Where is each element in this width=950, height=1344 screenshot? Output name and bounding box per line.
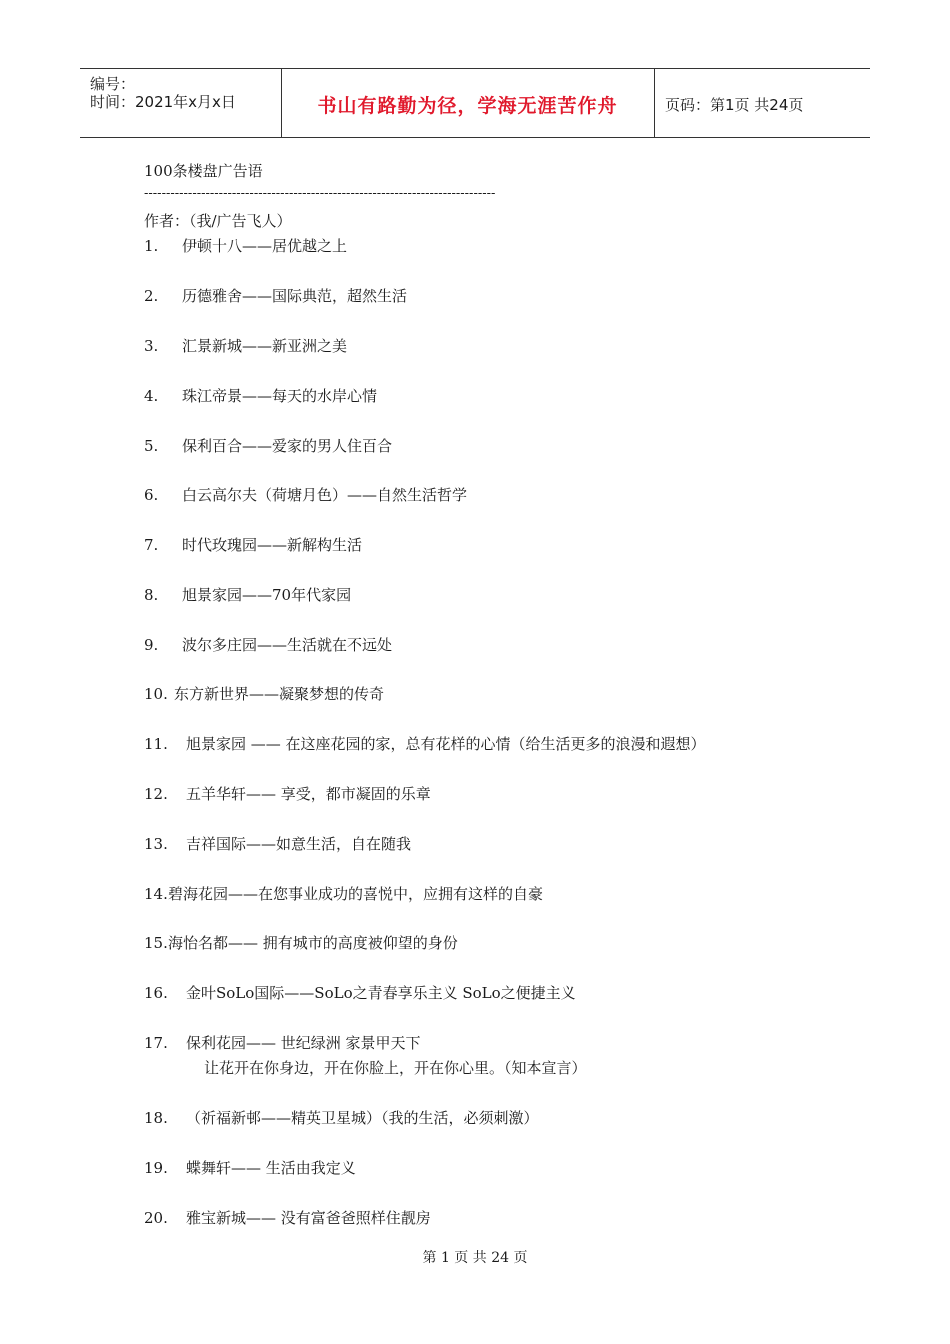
list-item-text: 伊顿十八——居优越之上 (182, 237, 348, 255)
list-item-text: 保利百合——爱家的男人住百合 (182, 437, 393, 455)
list-item-number: 4. (144, 387, 159, 405)
list-item (144, 1157, 356, 1178)
list-item-text: 金叶SoLo国际——SoLo之青春享乐主义 SoLo之便捷主义 (186, 984, 576, 1002)
list-item-number: 2. (144, 287, 159, 305)
list-item-number: 6. (144, 486, 159, 504)
list-item-number: 15. (144, 934, 168, 952)
list-item-number: 19. (144, 1159, 168, 1177)
header-meta-cell (80, 69, 282, 137)
list-item (144, 733, 706, 754)
list-item-text: 历德雅舍——国际典范，超然生活 (182, 287, 408, 305)
list-item-text: 五羊华轩—— 享受，都市凝固的乐章 (186, 785, 431, 803)
list-item-text: 旭景家园 —— 在这座花园的家，总有花样的心情（给生活更多的浪漫和遐想） (186, 735, 706, 753)
list-item-text: 吉祥国际——如意生活，自在随我 (186, 835, 412, 853)
list-item-number: 13. (144, 835, 168, 853)
list-item-text: 珠江帝景——每天的水岸心情 (182, 387, 378, 405)
list-item-number: 11. (144, 735, 168, 753)
list-item (144, 1107, 539, 1128)
doc-title: 100条楼盘广告语 (144, 162, 263, 180)
list-item-text: 汇景新城——新亚洲之美 (182, 337, 348, 355)
list-item (144, 385, 377, 406)
list-item-text: 东方新世界——凝聚梦想的传奇 (174, 685, 385, 703)
page-header (80, 68, 870, 138)
list-item (144, 335, 347, 356)
list-item (144, 484, 467, 505)
list-item-text: 时代玫瑰园——新解构生活 (182, 536, 363, 554)
list-item (144, 982, 576, 1003)
list-item-number: 12. (144, 785, 168, 803)
list-item (144, 1207, 431, 1228)
list-item (144, 1032, 421, 1053)
list-item-text: 雅宝新城—— 没有富爸爸照样住靓房 (186, 1209, 431, 1227)
list-item-number: 5. (144, 437, 159, 455)
page-footer: 第 1 页 共 24 页 (422, 1250, 528, 1266)
code-label: 编号： (90, 75, 136, 93)
page-info: 页码：第1页 共24页 (665, 96, 804, 114)
list-item (144, 435, 392, 456)
list-item (144, 683, 384, 704)
list-item-text: 旭景家园——70年代家园 (182, 586, 352, 604)
list-item-number: 7. (144, 536, 159, 554)
list-item (144, 932, 458, 953)
list-item-number: 18. (144, 1109, 168, 1127)
list-item-text: 碧海花园——在您事业成功的喜悦中，应拥有这样的自豪 (168, 885, 544, 903)
list-item (144, 634, 392, 655)
date-label: 时间：2021年x月x日 (90, 93, 236, 111)
list-item-number: 14. (144, 885, 168, 903)
list-item (144, 883, 543, 904)
list-item-number: 9. (144, 636, 159, 654)
list-item-number: 17. (144, 1034, 168, 1052)
list-item-number: 20. (144, 1209, 168, 1227)
list-item-number: 10. (144, 685, 168, 703)
list-item (144, 235, 347, 256)
list-item-text: 波尔多庄园——生活就在不远处 (182, 636, 393, 654)
list-item-number: 16. (144, 984, 168, 1002)
list-item-number: 8. (144, 586, 159, 604)
separator: -------------------------------------------------------------------------------- (144, 186, 496, 201)
list-item-text: 保利花园—— 世纪绿洲 家景甲天下 (186, 1034, 421, 1052)
list-item-number: 3. (144, 337, 159, 355)
list-item-number: 1. (144, 237, 159, 255)
header-motto-cell (281, 69, 655, 137)
list-item (144, 534, 362, 555)
list-item-17-subline: 让花开在你身边，开在你脸上，开在你心里。（知本宣言） (204, 1059, 587, 1077)
list-item (144, 783, 431, 804)
list-item-text: 海怡名都—— 拥有城市的高度被仰望的身份 (168, 934, 458, 952)
list-item-text: （祈福新邨——精英卫星城）（我的生活，必须刺激） (186, 1109, 539, 1127)
author-line: 作者：（我/广告飞人） (144, 212, 292, 230)
list-item-text: 白云高尔夫（荷塘月色）——自然生活哲学 (182, 486, 468, 504)
list-item (144, 285, 407, 306)
list-item (144, 584, 351, 605)
header-page-cell (655, 69, 870, 137)
list-item (144, 833, 411, 854)
list-item-text: 蝶舞轩—— 生活由我定义 (186, 1159, 356, 1177)
motto: 书山有路勤为径，学海无涯苦作舟 (317, 95, 618, 117)
